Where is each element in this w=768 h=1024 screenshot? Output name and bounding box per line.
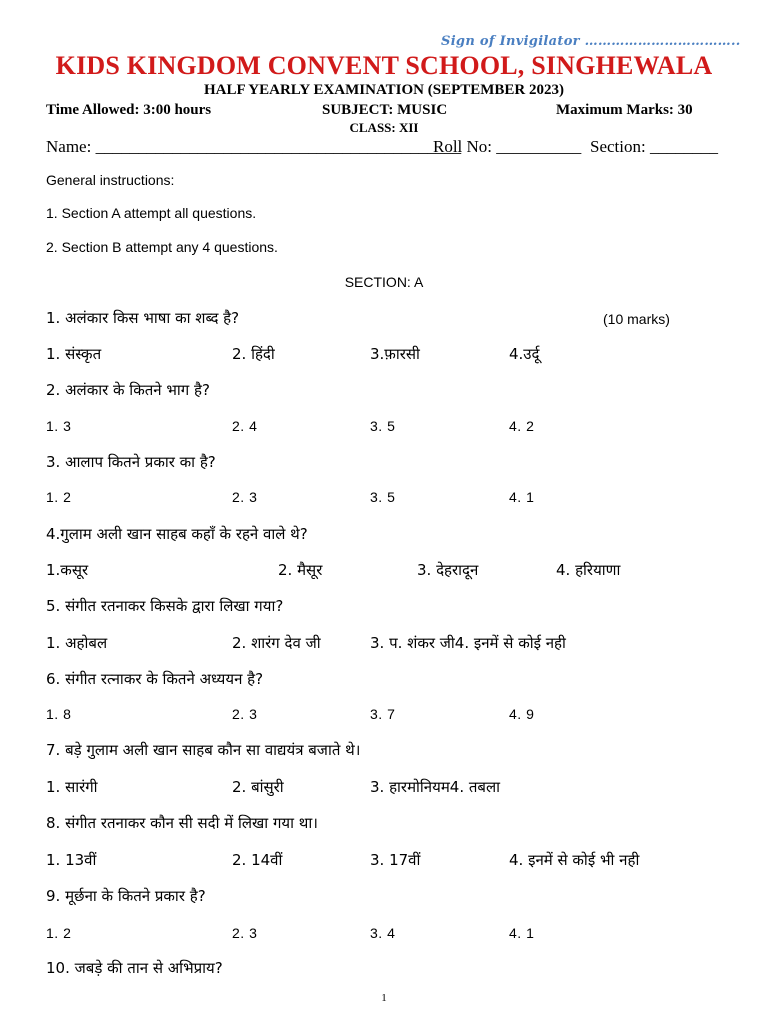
page-number: 1 xyxy=(381,992,387,1004)
option: 3. 4 xyxy=(370,925,396,941)
invigilator-signature-line: Sign of Invigilator …………………………….. xyxy=(441,34,741,49)
class-label: CLASS: XII xyxy=(349,120,419,135)
question-text: 10. जबड़े की तान से अभिप्राय? xyxy=(46,959,223,977)
question-text: 2. अलंकार के कितने भाग है? xyxy=(46,381,210,399)
option: 3. 5 xyxy=(370,489,396,505)
option: 2. 14वीं xyxy=(232,851,283,869)
option: 4. 2 xyxy=(509,418,535,434)
option: 2. शारंग देव जी xyxy=(232,634,321,652)
question-text: 4.गुलाम अली खान साहब कहाँ के रहने वाले थे? xyxy=(46,525,308,543)
time-allowed: Time Allowed: 3:00 hours xyxy=(46,102,212,118)
option: 2. 3 xyxy=(232,706,258,722)
option: 3. देहरादून xyxy=(417,561,479,579)
option: 1. सारंगी xyxy=(46,778,98,796)
option: 4. 1 xyxy=(509,925,535,941)
exam-title: HALF YEARLY EXAMINATION (SEPTEMBER 2023) xyxy=(203,82,565,98)
option: 1. 13वीं xyxy=(46,851,97,869)
option: 3.फ़ारसी xyxy=(370,345,420,363)
question-text: 1. अलंकार किस भाषा का शब्द है? xyxy=(46,309,240,327)
option: 1. 2 xyxy=(46,925,72,941)
section-field[interactable]: Section: ________ xyxy=(590,137,718,156)
option: 1.कसूर xyxy=(46,561,89,579)
name-field[interactable]: Name: ___________________________________________ xyxy=(46,137,462,156)
question-text: 5. संगीत रतनाकर किसके द्वारा लिखा गया? xyxy=(46,597,284,615)
option: 4.उर्दू xyxy=(509,345,540,363)
section-a-marks: (10 marks) xyxy=(603,311,670,327)
option: 2. मैसूर xyxy=(278,561,323,579)
instructions-title: General instructions: xyxy=(46,172,175,188)
option: 1. 8 xyxy=(46,706,72,722)
section-a-title: SECTION: A xyxy=(344,274,424,290)
option: 3. हारमोनियम4. तबला xyxy=(370,778,501,796)
question-text: 3. आलाप कितने प्रकार का है? xyxy=(46,453,216,471)
option: 4. 1 xyxy=(509,489,535,505)
option: 2. हिंदी xyxy=(232,345,275,363)
option: 2. 3 xyxy=(232,489,258,505)
subject: SUBJECT: MUSIC xyxy=(322,102,448,118)
option: 2. 3 xyxy=(232,925,258,941)
question-text: 9. मूर्छना के कितने प्रकार है? xyxy=(46,887,206,905)
option: 4. हरियाणा xyxy=(556,561,621,579)
option: 4. इनमें से कोई भी नही xyxy=(509,851,640,869)
roll-no-field[interactable]: Roll No: __________ xyxy=(433,137,582,156)
option: 1. संस्कृत xyxy=(46,345,102,363)
option: 3. 17वीं xyxy=(370,851,421,869)
option: 1. 3 xyxy=(46,418,72,434)
question-text: 8. संगीत रतनाकर कौन सी सदी में लिखा गया था। xyxy=(46,814,318,832)
question-text: 6. संगीत रत्नाकर के कितने अध्ययन है? xyxy=(46,670,264,688)
option: 2. 4 xyxy=(232,418,258,434)
question-text: 7. बड़े गुलाम अली खान साहब कौन सा वाद्ययंत्र बजाते थे। xyxy=(46,741,361,759)
option: 3. प. शंकर जी4. इनमें से कोई नही xyxy=(370,634,566,652)
maximum-marks: Maximum Marks: 30 xyxy=(556,102,693,118)
option: 2. बांसुरी xyxy=(232,778,284,796)
option: 1. 2 xyxy=(46,489,72,505)
option: 3. 7 xyxy=(370,706,396,722)
instruction-item: 1. Section A attempt all questions. xyxy=(46,205,257,221)
option: 1. अहोबल xyxy=(46,634,108,652)
option: 3. 5 xyxy=(370,418,396,434)
instruction-item: 2. Section B attempt any 4 questions. xyxy=(46,239,278,255)
school-name: KIDS KINGDOM CONVENT SCHOOL, SINGHEWALA xyxy=(55,51,713,80)
option: 4. 9 xyxy=(509,706,535,722)
